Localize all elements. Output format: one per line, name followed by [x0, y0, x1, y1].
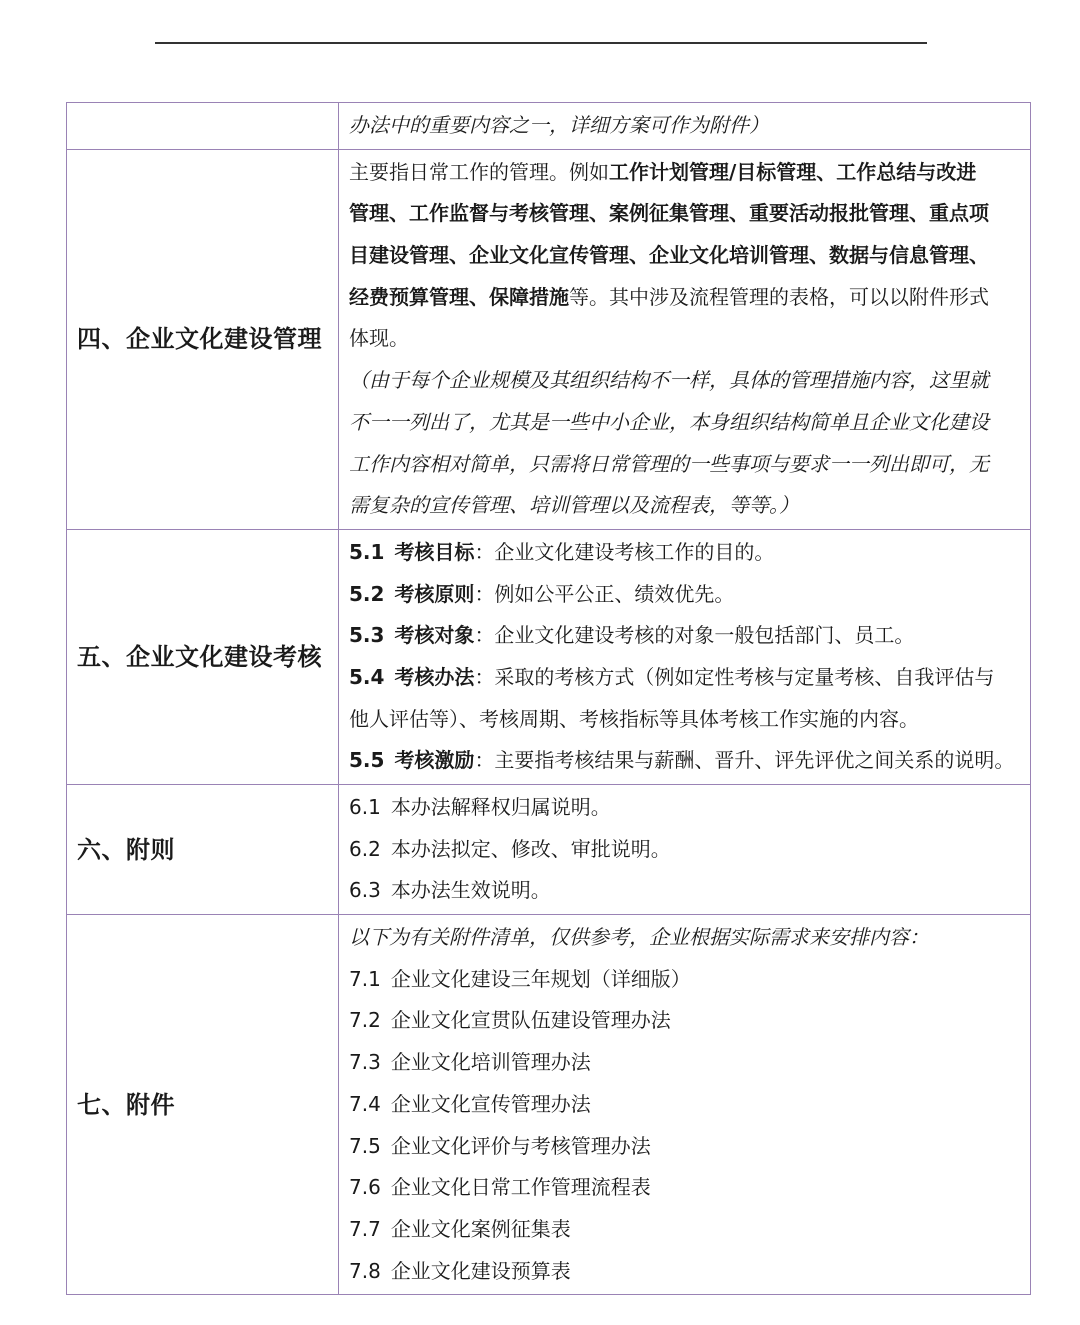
document-table — [66, 102, 1031, 1295]
content-line — [349, 277, 1024, 319]
row-heading-empty — [67, 103, 339, 150]
list-item — [349, 574, 1024, 616]
row-heading: 六、附则 — [67, 785, 339, 915]
plain-text: 等。其中涉及流程管理的表格，可以以附件形式 — [569, 284, 989, 309]
row-heading: 七、附件 — [67, 915, 339, 1295]
item-text: 企业文化案例征集表 — [390, 1216, 571, 1241]
item-text: 企业文化宣贯队伍建设管理办法 — [390, 1008, 671, 1033]
item-number: 7.2 — [349, 1008, 381, 1033]
item-number: 7.1 — [349, 966, 381, 991]
item-number: 5.5 — [349, 748, 385, 773]
item-text: ：企业文化建设考核的对象一般包括部门、员工。 — [474, 623, 915, 648]
item-number: 7.8 — [349, 1258, 381, 1283]
row-heading: 四、企业文化建设管理 — [67, 149, 339, 529]
item-number: 6.2 — [349, 836, 381, 861]
item-number: 5.2 — [349, 581, 385, 606]
list-item — [349, 1251, 1024, 1293]
item-number: 7.5 — [349, 1133, 381, 1158]
item-number: 7.6 — [349, 1175, 381, 1200]
item-label: 考核办法 — [394, 664, 475, 689]
list-item — [349, 1042, 1024, 1084]
item-text: 企业文化宣传管理办法 — [390, 1091, 591, 1116]
content-line — [349, 193, 1024, 235]
item-text: 企业文化日常工作管理流程表 — [390, 1175, 651, 1200]
row-content — [339, 149, 1031, 529]
bold-text: 经费预算管理、保障措施 — [349, 284, 569, 309]
list-item — [349, 1167, 1024, 1209]
item-number: 5.4 — [349, 664, 385, 689]
item-text: 企业文化建设三年规划（详细版） — [390, 966, 691, 991]
item-label: 考核对象 — [394, 623, 475, 648]
list-item — [349, 870, 1024, 912]
note-line: 需复杂的宣传管理、培训管理以及流程表，等等。） — [349, 493, 799, 518]
item-text: ：主要指考核结果与薪酬、晋升、评先评优之间关系的说明。 — [474, 748, 1015, 773]
table-row — [67, 103, 1031, 150]
list-item — [349, 1209, 1024, 1251]
row-content — [339, 103, 1031, 150]
row-content — [339, 529, 1031, 784]
item-label: 考核原则 — [394, 581, 475, 606]
list-item — [349, 740, 1024, 782]
row-heading: 五、企业文化建设考核 — [67, 529, 339, 784]
item-text: ：例如公平公正、绩效优先。 — [474, 581, 735, 606]
item-number: 7.4 — [349, 1091, 381, 1116]
plain-text: 主要指日常工作的管理。例如 — [349, 159, 609, 184]
bold-text: 管理、工作监督与考核管理、案例征集管理、重要活动报批管理、重点项 — [349, 201, 989, 226]
list-item — [349, 615, 1024, 657]
item-label: 考核激励 — [394, 748, 475, 773]
list-item — [349, 657, 1024, 699]
item-text: ：企业文化建设考核工作的目的。 — [474, 539, 775, 564]
content-line — [349, 152, 1024, 194]
item-label: 考核目标 — [394, 539, 475, 564]
content-line: 体现。 — [349, 326, 409, 351]
list-item-continuation: 他人评估等）、考核周期、考核指标等具体考核工作实施的内容。 — [349, 706, 919, 731]
list-item — [349, 1000, 1024, 1042]
item-number: 5.3 — [349, 623, 385, 648]
item-number: 5.1 — [349, 539, 385, 564]
list-item — [349, 829, 1024, 871]
attachments-intro: 以下为有关附件清单，仅供参考，企业根据实际需求来安排内容： — [349, 925, 929, 950]
item-number: 6.1 — [349, 795, 381, 819]
note-line: 工作内容相对简单，只需将日常管理的一些事项与要求一一列出即可，无 — [349, 451, 989, 476]
item-text: 企业文化评价与考核管理办法 — [390, 1133, 651, 1158]
note-line: 不一一列出了，尤其是一些中小企业，本身组织结构简单且企业文化建设 — [349, 409, 989, 434]
table-row — [67, 529, 1031, 784]
content-line — [349, 235, 1024, 277]
list-item — [349, 959, 1024, 1001]
item-text: 企业文化建设预算表 — [390, 1258, 571, 1283]
item-number: 6.3 — [349, 878, 381, 903]
item-number: 7.3 — [349, 1050, 381, 1075]
header-rule — [155, 42, 927, 44]
item-text: 本办法解释权归属说明。 — [390, 795, 611, 819]
table-row — [67, 915, 1031, 1295]
table-row — [67, 785, 1031, 915]
list-item — [349, 532, 1024, 574]
list-item — [349, 1084, 1024, 1126]
list-item — [349, 787, 1024, 829]
bold-text: 目建设管理、企业文化宣传管理、企业文化培训管理、数据与信息管理、 — [349, 243, 989, 268]
list-item — [349, 1126, 1024, 1168]
item-text: ：采取的考核方式（例如定性考核与定量考核、自我评估与 — [474, 664, 995, 689]
row-content — [339, 785, 1031, 915]
item-number: 7.7 — [349, 1216, 381, 1241]
note-line: （由于每个企业规模及其组织结构不一样，具体的管理措施内容，这里就 — [349, 368, 989, 393]
item-text: 企业文化培训管理办法 — [390, 1050, 591, 1075]
item-text: 本办法拟定、修改、审批说明。 — [390, 836, 671, 861]
item-text: 本办法生效说明。 — [390, 878, 551, 903]
bold-text: 工作计划管理/目标管理、工作总结与改进 — [609, 159, 977, 184]
content-line: 办法中的重要内容之一，详细方案可作为附件） — [349, 113, 769, 137]
table-row — [67, 149, 1031, 529]
row-content — [339, 915, 1031, 1295]
